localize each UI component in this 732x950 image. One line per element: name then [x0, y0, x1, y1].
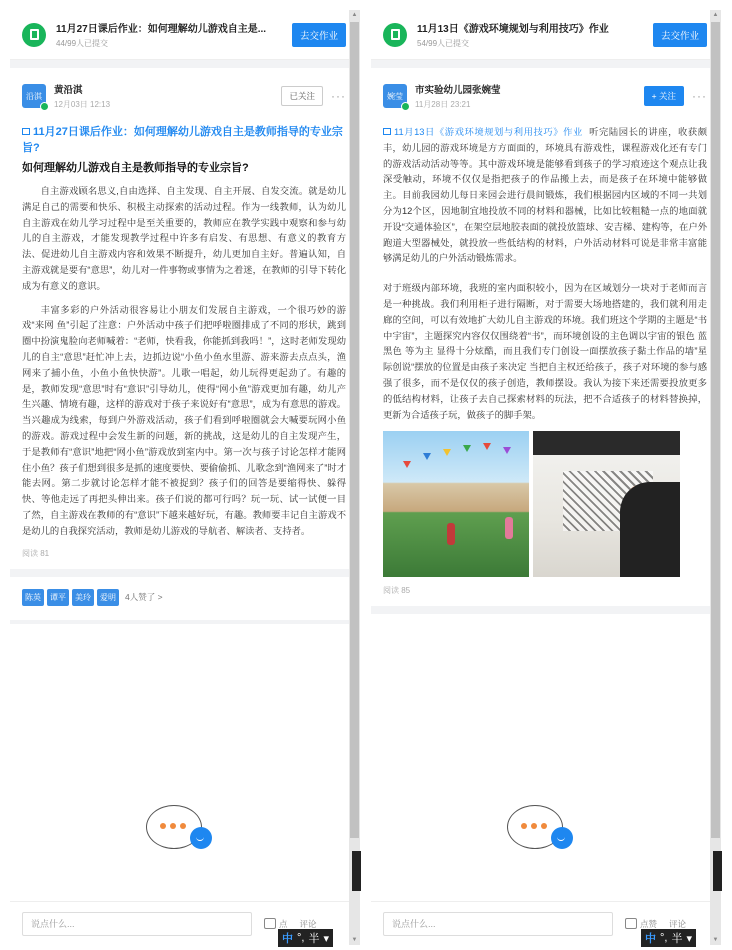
verified-badge-icon — [401, 102, 410, 111]
homework-link[interactable]: 11月13日《游戏环境规划与利用技巧》作业 — [383, 127, 583, 137]
more-icon[interactable]: ··· — [692, 89, 707, 103]
divider — [10, 60, 358, 68]
avatar[interactable]: 婉莹 — [383, 84, 407, 108]
comment-input[interactable]: 说点什么... — [22, 912, 252, 936]
thumb-up-icon — [625, 918, 637, 929]
post-time: 11月28日 23:21 — [415, 100, 471, 109]
liker-tag[interactable]: 陈英 — [22, 589, 44, 606]
left-post-panel — [10, 10, 358, 945]
comment-button[interactable]: 评论 — [299, 918, 317, 929]
side-indicator — [713, 851, 722, 891]
photo-classroom-wall[interactable] — [533, 431, 680, 577]
author-name[interactable]: 黄沿淇 — [54, 85, 83, 96]
scroll-down-arrow-icon[interactable]: ▼ — [351, 937, 358, 943]
photo-grid — [383, 431, 707, 577]
post-content — [10, 118, 358, 569]
like-button[interactable]: 点赞 — [625, 918, 657, 930]
right-scrollbar[interactable] — [710, 10, 721, 945]
post-paragraph: 自主游戏顾名思义,自由选择、自主发现、自主开展、自发交流。就是幼儿满足自己的需要和快乐、积极主动探索的活动过程。作为一线教师，认为幼儿自主游戏在幼儿学习过程中是至关重要的，教师应在教学实践中观察和参与幼儿的自主游戏，才能发现教学过程中许多有启发、有思想、有意义的教育方法、促进幼儿自主游戏内容和效果不断提升，幼儿更加自主好。普遍认知，自主游戏就是要有“意思”，幼儿对一件事物或事情为之着迷，在教师的引导下转化成为有意义的意识。 — [22, 186, 346, 291]
scroll-up-arrow-icon[interactable]: ▲ — [712, 12, 719, 18]
submit-homework-button[interactable]: 去交作业 — [653, 23, 707, 47]
homework-icon — [383, 23, 407, 47]
read-count: 阅读 81 — [22, 548, 50, 558]
likes-row[interactable] — [10, 577, 358, 620]
homework-submitted-count: 54/99人已提交 — [417, 39, 470, 48]
post-author-row — [10, 68, 358, 118]
scroll-thumb[interactable] — [711, 22, 720, 838]
empty-comments-icon — [497, 795, 587, 865]
post-paragraph: 对于班级内部环境，我班的室内面积较小，因为在区域划分一块对于老师而言是一种挑战。我们利用柜子进行隔断，对于需要大场地搭建的，我们就利用走廊的空间，可以有效地扩大幼儿自主游戏的环境。我们班这个学期的主题是“书中宇宙”，主题探究内容仅仅围绕着“书”，而环境创设的主色调以宇宙的银色 蓝黑色 等为主 显得十分炫酷，而且我们专门创设一面摆放孩子黏土作品的墙”星际创说“摆放的位置是由孩子来决定 当把自主权还给孩子，孩子对环境的参与感强了很多，而不是仅仅的孩子创造，教师摆设。我认为接下来还需要投放更多的低结构材料，让孩子去自己探索材料的玩法，把不合适孩子的材料替换掉，更新为合适孩子玩，做孩子的脚手架。 — [383, 283, 707, 420]
scroll-up-arrow-icon[interactable]: ▲ — [351, 12, 358, 18]
homework-title[interactable]: 11月27日课后作业：如何理解幼儿游戏自主是... — [56, 24, 267, 35]
homework-icon — [22, 23, 46, 47]
liker-tag[interactable]: 美玲 — [72, 589, 94, 606]
homework-submitted-count: 44/99人已提交 — [56, 39, 109, 48]
post-author-row — [371, 68, 719, 118]
ime-status[interactable]: 中 °, 半 ▾ — [278, 929, 333, 947]
comment-input[interactable]: 说点什么... — [383, 912, 613, 936]
side-indicator — [352, 851, 361, 891]
divider — [10, 569, 358, 577]
avatar[interactable]: 沿淇 — [22, 84, 46, 108]
post-paragraph: 丰富多彩的户外活动很容易让小朋友们发展自主游戏，一个很巧妙的游戏“来网 鱼”引起了注意：户外活动中孩子们把呼啦圈排成了不同的形状，跳到圈中扮演鬼脸向老师喊着：“老师，快看我，你能抓到我吗！”，这时老师发现幼儿的自主“意思”赶忙冲上去，边抓边说“小鱼小鱼水里游、游来游去点点头，渔网来了捕小鱼，小鱼小鱼快快游”。儿歌一唱起，幼儿玩得更起劲了。有趣的是，教师发现“意思”时有“意识”引导幼儿，使得“网小鱼”游戏更加有趣，幼儿产生兴趣、情境有趣，这样的游戏对于孩子来说好有“意思”，成为有意思的游戏。当兴趣成为线索，每到户外游戏活动，孩子们看到呼啦圈就会大喊要玩网小鱼的游戏。游戏过程中会发生新的问题，新的挑战，这是幼儿的自主发现产生，于是教师有“意识”地把“网小鱼”游戏放到室内中。第一次与孩子讨论怎样才能网住小鱼？孩子们想到很多是抓的速度要快、要偷偷抓、儿歌念到“渔网来了”时才能去网。第二步就讨论怎样才能不被捉到？孩子们的回答是要缩得快、躲得快、等他走远了再把头伸出来。孩子们说的都可行吗？玩一玩、试一试便一目了然，自主游戏在教师的有“意识”下越来越好玩，有趣。教师要丰记自主游戏不是幼儿的自我探究活动，教师是幼儿游戏的导航者、解读者、支持者。 — [22, 304, 346, 536]
thumb-up-icon — [264, 918, 276, 929]
homework-header — [10, 10, 358, 60]
left-scrollbar[interactable] — [349, 10, 360, 945]
scroll-thumb[interactable] — [350, 22, 359, 838]
submit-homework-button[interactable]: 去交作业 — [292, 23, 346, 47]
likes-count[interactable]: 4人赞了 > — [125, 592, 163, 603]
post-time: 12月03日 12:13 — [54, 100, 111, 109]
verified-badge-icon — [40, 102, 49, 111]
more-icon[interactable]: ··· — [331, 89, 346, 103]
comment-button[interactable]: 评论 — [669, 918, 687, 929]
homework-title[interactable]: 11月13日《游戏环境规划与利用技巧》作业 — [417, 24, 609, 35]
homework-link[interactable]: 11月27日课后作业：如何理解幼儿游戏自主是教师指导的专业宗旨? — [22, 126, 343, 154]
read-count: 阅读 85 — [383, 586, 411, 596]
liker-tag[interactable]: 谭平 — [47, 589, 69, 606]
divider — [371, 606, 719, 614]
right-post-panel — [371, 10, 719, 945]
homework-link-icon — [383, 128, 391, 135]
post-paragraph: 11月13日《游戏环境规划与利用技巧》作业 听完陆园长的讲座，收获颇丰，幼儿园的游戏环境是方方面面的，环境具有游戏性，课程游戏化还有专门的游戏活动活动等等。其中游戏环境是能够看到孩子的学习痕迹这个观点让我深受触动，环境不仅仅是指把孩子的作品搬上去，而是孩子在环境中能够做主。目前我园幼儿每日来园会进行晨间锻炼，我们根据园内区域的不同一共划分为12个区，因地制宜地投放不同的材料和器械，比如比较粗糙一点的地面就开设“交通体验区”，在架空层地胶表面的就投放篮球、安吉梯、建构等，在户外跑道大型器械处，就投放一些低结构的材料，户外活动材料可说是非常丰富能够满足幼儿的户外活动锻炼需求。 — [383, 127, 707, 264]
divider — [10, 620, 358, 624]
follow-button[interactable]: + 关注 — [644, 86, 684, 106]
liker-tag[interactable]: 爱明 — [97, 589, 119, 606]
divider — [371, 60, 719, 68]
scroll-down-arrow-icon[interactable]: ▼ — [712, 937, 719, 943]
shirt-icon: ▾ — [686, 932, 692, 945]
photo-playground[interactable] — [383, 431, 529, 577]
like-button[interactable]: 点 — [264, 918, 288, 930]
shirt-icon: ▾ — [323, 932, 329, 945]
empty-comments-icon — [136, 795, 226, 865]
author-name[interactable]: 市实验幼儿园张婉莹 — [415, 85, 501, 96]
homework-header — [371, 10, 719, 60]
followed-button[interactable]: 已关注 — [281, 86, 323, 106]
post-content — [371, 118, 719, 606]
ime-status[interactable]: 中 °, 半 ▾ — [641, 929, 696, 947]
question-title: 如何理解幼儿游戏自主是教师指导的专业宗旨? — [22, 162, 249, 174]
homework-link-icon — [22, 128, 30, 135]
